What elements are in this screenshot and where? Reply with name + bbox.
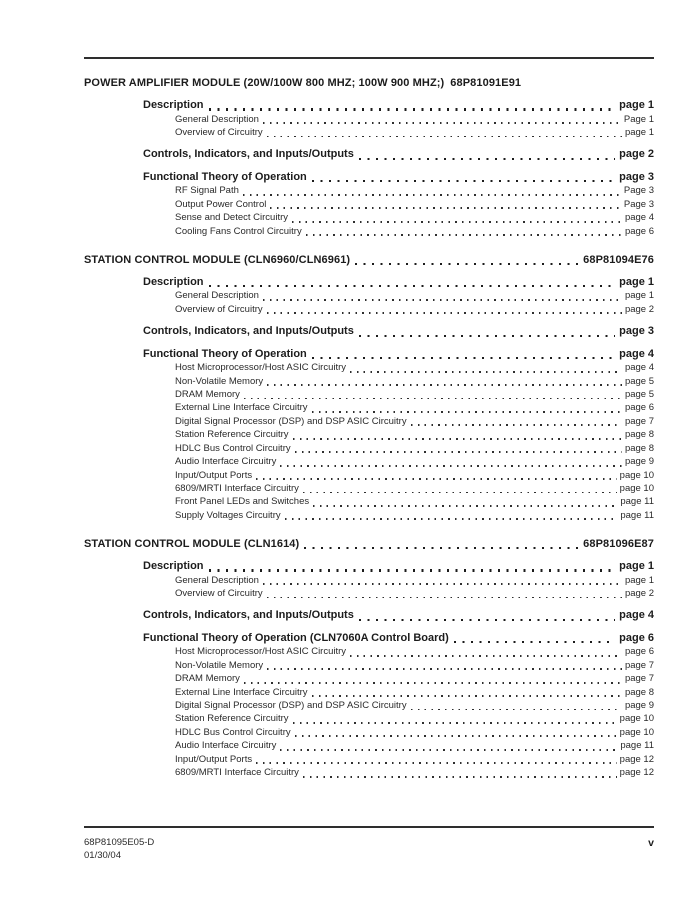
dot-leader — [263, 299, 622, 301]
toc-entry-label: Controls, Indicators, and Inputs/Outputs — [143, 325, 354, 338]
toc-entry-page: page 8 — [624, 442, 654, 454]
toc-entry-label: Description — [143, 275, 204, 288]
toc-entry-label: Description — [143, 99, 204, 111]
toc-entry-label: Overview of Circuitry — [175, 126, 263, 138]
toc-entry — [143, 276, 654, 290]
toc-entry-page: page 1 — [624, 574, 654, 586]
dot-leader — [411, 424, 622, 426]
toc-entry-page: Page 3 — [623, 185, 654, 197]
toc-entry-label: Cooling Fans Control Circuitry — [175, 225, 302, 237]
toc-entry-page: page 8 — [624, 686, 654, 698]
toc-entry-page: Page 3 — [623, 198, 654, 210]
toc-entry — [175, 482, 654, 495]
dot-leader — [293, 438, 622, 440]
toc-entry-page: page 10 — [619, 482, 654, 494]
toc-entry-label: Audio Interface Circuitry — [175, 456, 277, 468]
toc-entry — [175, 574, 654, 587]
toc-entry-label: General Description — [175, 113, 259, 125]
toc-entry-page: page 10 — [619, 713, 654, 725]
toc-entry-label: Functional Theory of Operation — [143, 347, 307, 360]
dot-leader — [267, 312, 622, 314]
toc-entry — [175, 388, 654, 401]
dot-leader — [355, 263, 579, 265]
toc-entry — [143, 325, 654, 339]
toc-entry-label: Audio Interface Circuitry — [175, 740, 277, 752]
toc-entry-page: page 2 — [624, 588, 654, 600]
dot-leader — [295, 735, 617, 737]
toc-entry — [175, 225, 654, 238]
toc-entry — [175, 375, 654, 388]
toc-content — [84, 76, 654, 795]
dot-leader — [292, 221, 622, 223]
dot-leader — [293, 722, 617, 724]
toc-entry — [175, 415, 654, 428]
toc-entry — [175, 289, 654, 302]
module-doc-ref: 68P81094E76 — [583, 253, 654, 266]
toc-entry-page: page 12 — [619, 767, 654, 779]
toc-entry-label: Sense and Detect Circuitry — [175, 212, 288, 224]
toc-entry — [175, 198, 654, 211]
toc-entry-page: page 3 — [619, 170, 654, 183]
toc-entry-page: Page 1 — [623, 113, 654, 125]
toc-entry — [143, 560, 654, 574]
toc-entry-page: page 3 — [619, 325, 654, 338]
toc-entry — [175, 659, 654, 672]
toc-entry-label: Overview of Circuitry — [175, 303, 263, 315]
dot-leader — [303, 492, 617, 494]
toc-entry-label: Functional Theory of Operation (CLN7060A Control Board) — [143, 631, 449, 644]
module-entries — [84, 99, 654, 238]
dot-leader — [303, 776, 617, 778]
toc-entry — [175, 672, 654, 685]
toc-entry — [143, 609, 654, 623]
toc-entry — [143, 632, 654, 646]
dot-leader — [411, 709, 622, 711]
toc-entry — [175, 645, 654, 658]
toc-entry-page: page 11 — [620, 740, 654, 752]
toc-entry-label: Supply Voltages Circuitry — [175, 509, 281, 521]
toc-entry-label: Description — [143, 560, 204, 573]
dot-leader — [285, 518, 618, 520]
toc-entry — [143, 99, 654, 113]
toc-entry-label: Input/Output Ports — [175, 469, 253, 481]
toc-entry — [175, 509, 654, 522]
dot-leader — [295, 451, 622, 453]
toc-entry-label: External Line Interface Circuitry — [175, 402, 308, 414]
toc-entry-label: General Description — [175, 574, 259, 586]
toc-entry-page: page 4 — [619, 609, 654, 622]
toc-entry-page: page 7 — [624, 415, 654, 427]
dot-leader — [209, 108, 616, 110]
toc-entry — [175, 113, 654, 126]
dot-leader — [359, 158, 615, 160]
dot-leader — [312, 411, 622, 413]
dot-leader — [280, 749, 617, 751]
toc-entry — [175, 184, 654, 197]
dot-leader — [313, 505, 617, 507]
toc-entry-page: page 11 — [620, 509, 654, 521]
toc-entry-page: page 6 — [624, 225, 654, 237]
dot-leader — [263, 583, 622, 585]
toc-entry-page: page 9 — [624, 700, 654, 712]
module-entries — [84, 560, 654, 779]
dot-leader — [267, 597, 622, 599]
toc-entry-label: Overview of Circuitry — [175, 588, 263, 600]
toc-entry-page: page 6 — [624, 646, 654, 658]
module-doc-ref: 68P81096E87 — [583, 538, 654, 551]
toc-entry — [175, 442, 654, 455]
toc-entry — [175, 361, 654, 374]
toc-entry-label: Controls, Indicators, and Inputs/Outputs — [143, 609, 354, 622]
toc-entry — [175, 766, 654, 779]
toc-entry — [175, 401, 654, 414]
toc-entry — [175, 686, 654, 699]
footer-left-block — [84, 837, 154, 862]
toc-entry-page: page 10 — [619, 469, 654, 481]
dot-leader — [209, 285, 616, 287]
footer-doc-number: 68P81095E05-D — [84, 837, 155, 848]
dot-leader — [350, 655, 622, 657]
dot-leader — [244, 398, 622, 400]
footer-date: 01/30/04 — [84, 849, 121, 861]
module-section — [84, 537, 654, 779]
toc-entry-label: Front Panel LEDs and Switches — [175, 496, 310, 508]
toc-entry-page: page 8 — [624, 429, 654, 441]
toc-entry-page: page 4 — [624, 362, 654, 374]
toc-entry-label: Digital Signal Processor (DSP) and DSP ASIC Circuitry — [175, 415, 407, 427]
dot-leader — [304, 547, 579, 549]
module-section — [84, 253, 654, 522]
toc-entry — [175, 211, 654, 224]
toc-entry-page: page 9 — [624, 456, 654, 468]
toc-entry-label: Non-Volatile Memory — [175, 375, 264, 387]
footer-divider-rule — [84, 826, 654, 828]
dot-leader — [256, 762, 617, 764]
toc-entry-page: page 11 — [620, 496, 654, 508]
dot-leader — [312, 180, 615, 182]
dot-leader — [263, 122, 621, 124]
toc-entry-label: Non-Volatile Memory — [175, 659, 264, 671]
dot-leader — [267, 136, 622, 138]
toc-entry-label: DRAM Memory — [175, 673, 240, 685]
toc-entry-page: page 5 — [624, 389, 654, 401]
dot-leader — [267, 384, 622, 386]
dot-leader — [359, 335, 615, 337]
dot-leader — [312, 695, 622, 697]
dot-leader — [209, 569, 616, 571]
toc-entry-page: page 6 — [624, 402, 654, 414]
toc-entry-page: page 1 — [619, 99, 654, 111]
toc-entry — [143, 348, 654, 362]
toc-entry — [175, 303, 654, 316]
toc-entry-page: page 10 — [619, 726, 654, 738]
dot-leader — [454, 641, 615, 643]
toc-entry — [175, 726, 654, 739]
module-section — [84, 76, 654, 238]
module-header — [84, 253, 654, 267]
dot-leader — [270, 207, 621, 209]
toc-entry-page: page 7 — [624, 673, 654, 685]
toc-entry-label: 6809/MRTI Interface Circuitry — [175, 767, 299, 779]
toc-entry — [175, 753, 654, 766]
toc-entry — [175, 428, 654, 441]
module-doc-ref: 68P81091E91 — [450, 77, 522, 89]
module-header — [84, 76, 654, 90]
module-entries — [84, 276, 654, 522]
toc-entry-label: HDLC Bus Control Circuitry — [175, 442, 291, 454]
dot-leader — [244, 682, 622, 684]
toc-entry-label: 6809/MRTI Interface Circuitry — [175, 482, 299, 494]
module-title: STATION CONTROL MODULE (CLN6960/CLN6961) — [84, 253, 351, 266]
toc-entry-label: General Description — [175, 290, 259, 302]
toc-entry-label: Station Reference Circuitry — [175, 429, 289, 441]
toc-entry-page: page 4 — [624, 212, 654, 224]
toc-entry — [175, 739, 654, 752]
dot-leader — [267, 668, 622, 670]
toc-entry — [175, 126, 654, 139]
toc-entry-page: page 2 — [619, 148, 654, 161]
toc-entry-page: page 2 — [624, 303, 654, 315]
toc-entry-page: page 1 — [624, 126, 654, 138]
toc-entry-page: page 1 — [624, 290, 654, 302]
toc-entry-label: Output Power Control — [175, 198, 267, 210]
toc-entry-label: Host Microprocessor/Host ASIC Circuitry — [175, 362, 347, 374]
toc-entry-page: page 4 — [619, 347, 654, 360]
toc-entry — [175, 712, 654, 725]
toc-entry-label: HDLC Bus Control Circuitry — [175, 726, 291, 738]
top-divider-rule — [84, 57, 654, 59]
toc-entry — [175, 469, 654, 482]
toc-entry — [175, 587, 654, 600]
toc-entry-page: page 6 — [619, 631, 654, 644]
footer-page-number: v — [648, 837, 654, 849]
toc-entry — [143, 171, 654, 185]
dot-leader — [280, 465, 622, 467]
toc-entry-label: Controls, Indicators, and Inputs/Outputs — [143, 148, 354, 161]
toc-entry-page: page 1 — [619, 560, 654, 573]
dot-leader — [312, 357, 615, 359]
toc-entry-label: Host Microprocessor/Host ASIC Circuitry — [175, 646, 347, 658]
module-title: POWER AMPLIFIER MODULE (20W/100W 800 MHZ; 100W 900 MHZ;) — [84, 77, 445, 89]
toc-entry-label: DRAM Memory — [175, 389, 240, 401]
module-title: STATION CONTROL MODULE (CLN1614) — [84, 538, 300, 551]
toc-entry-label: RF Signal Path — [175, 185, 239, 197]
module-header — [84, 537, 654, 551]
toc-entry-label: Digital Signal Processor (DSP) and DSP ASIC Circuitry — [175, 700, 407, 712]
toc-entry — [175, 495, 654, 508]
dot-leader — [243, 194, 621, 196]
toc-entry-page: page 12 — [619, 753, 654, 765]
toc-entry-page: page 1 — [619, 275, 654, 288]
toc-entry-page: page 7 — [624, 659, 654, 671]
toc-entry-page: page 5 — [624, 375, 654, 387]
dot-leader — [306, 234, 622, 236]
toc-entry-label: External Line Interface Circuitry — [175, 686, 308, 698]
toc-entry — [175, 699, 654, 712]
toc-entry-label: Input/Output Ports — [175, 753, 253, 765]
dot-leader — [350, 371, 622, 373]
footer-row — [84, 837, 654, 862]
toc-entry-label: Functional Theory of Operation — [143, 170, 307, 183]
dot-leader — [359, 619, 615, 621]
toc-entry — [175, 455, 654, 468]
toc-entry — [143, 148, 654, 162]
toc-entry-label: Station Reference Circuitry — [175, 713, 289, 725]
dot-leader — [256, 478, 617, 480]
page-footer — [84, 826, 654, 862]
